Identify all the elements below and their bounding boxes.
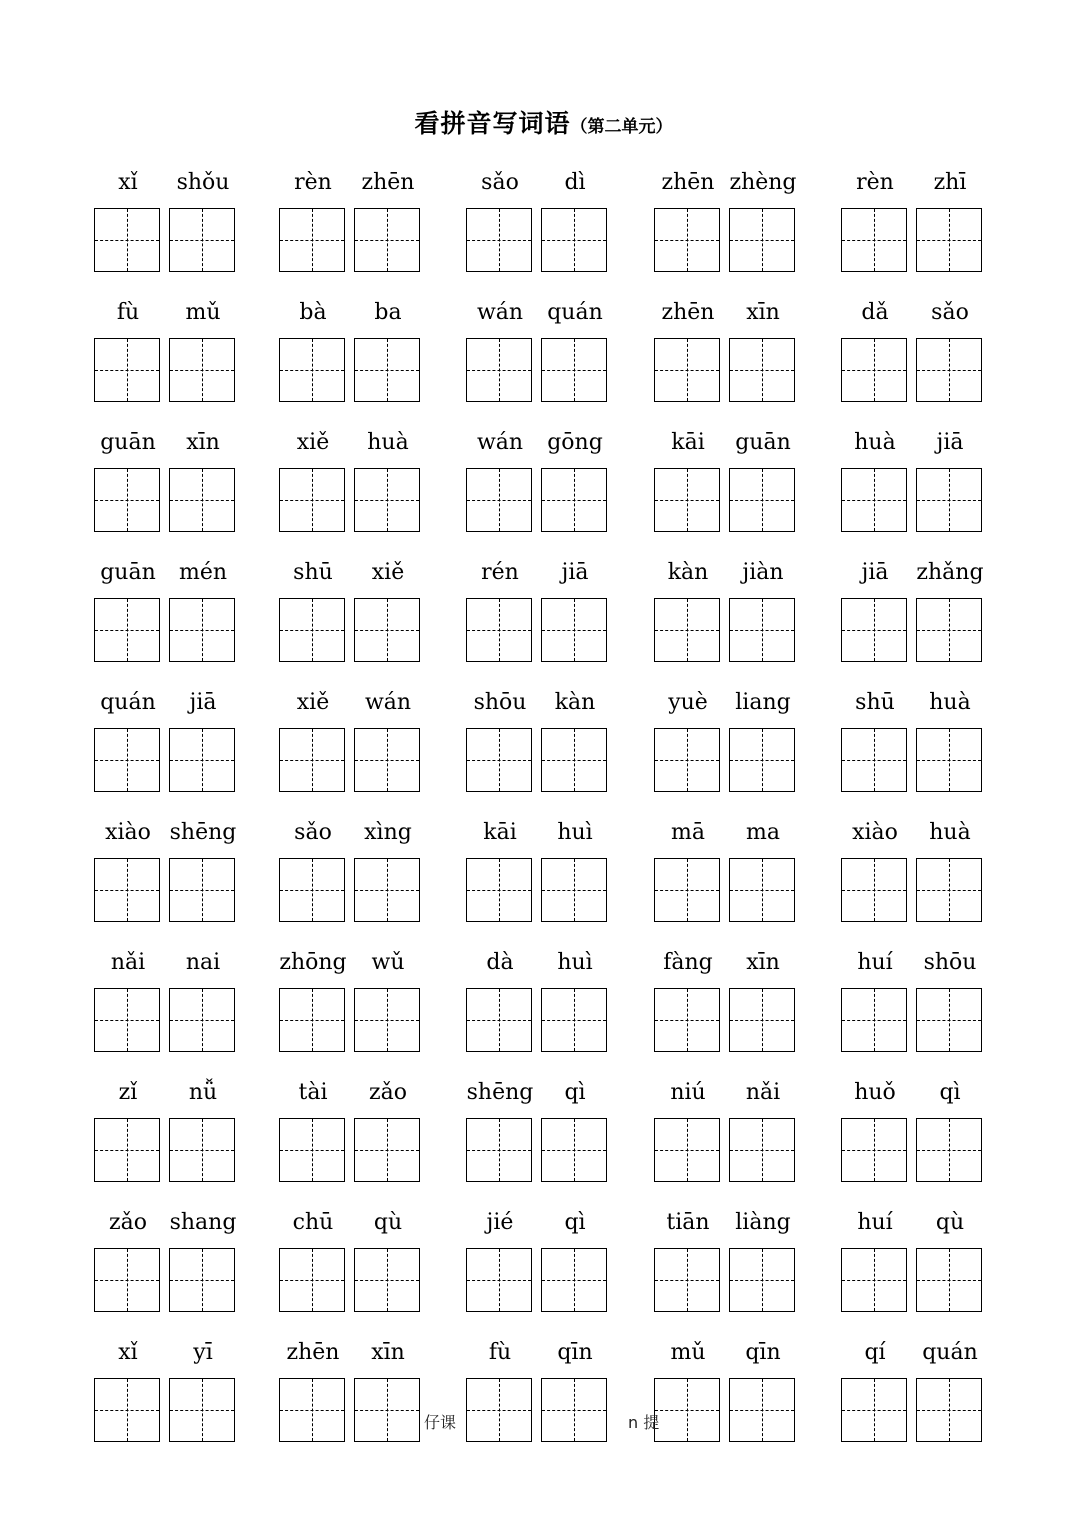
- writing-box[interactable]: [729, 468, 795, 532]
- writing-box[interactable]: [354, 598, 420, 662]
- pinyin-syllable: quán: [547, 300, 603, 325]
- writing-box[interactable]: [169, 858, 235, 922]
- writing-box[interactable]: [279, 338, 345, 402]
- pinyin-syllable: qì: [564, 1080, 586, 1105]
- pinyin-syllable: kāi: [483, 820, 517, 845]
- writing-box[interactable]: [841, 858, 907, 922]
- writing-box[interactable]: [729, 1248, 795, 1312]
- pinyin-syllable: kāi: [671, 430, 705, 455]
- writing-box[interactable]: [169, 1378, 235, 1442]
- writing-box[interactable]: [654, 1118, 720, 1182]
- pinyin-syllable: huì: [557, 820, 593, 845]
- pinyin-syllable: qù: [373, 1210, 403, 1235]
- writing-box[interactable]: [841, 728, 907, 792]
- writing-box[interactable]: [169, 988, 235, 1052]
- writing-box[interactable]: [354, 1118, 420, 1182]
- pinyin-syllable: huà: [929, 820, 971, 845]
- writing-box[interactable]: [729, 598, 795, 662]
- writing-box[interactable]: [541, 598, 607, 662]
- writing-box[interactable]: [94, 468, 160, 532]
- writing-box[interactable]: [916, 338, 982, 402]
- writing-box[interactable]: [94, 1118, 160, 1182]
- writing-box[interactable]: [279, 728, 345, 792]
- pinyin-syllable: shǒu: [176, 170, 230, 195]
- writing-box[interactable]: [354, 728, 420, 792]
- pinyin-syllable: nǚ: [188, 1080, 218, 1105]
- writing-box[interactable]: [94, 208, 160, 272]
- pinyin-syllable: liang: [735, 690, 791, 715]
- pinyin-syllable: huà: [854, 430, 896, 455]
- writing-box[interactable]: [354, 208, 420, 272]
- writing-box[interactable]: [466, 1378, 532, 1442]
- pinyin-syllable: wán: [476, 430, 524, 455]
- pinyin-syllable: rèn: [856, 170, 894, 195]
- pinyin-syllable: wǔ: [371, 950, 405, 975]
- writing-box[interactable]: [654, 598, 720, 662]
- writing-box[interactable]: [169, 468, 235, 532]
- writing-box[interactable]: [466, 988, 532, 1052]
- pinyin-syllable: guān: [735, 430, 791, 455]
- footer-watermark-right: n 提: [628, 1413, 660, 1432]
- writing-box[interactable]: [841, 598, 907, 662]
- pinyin-syllable: shōu: [923, 950, 977, 975]
- writing-box[interactable]: [279, 858, 345, 922]
- footer-watermark-left: 仔课: [424, 1413, 457, 1432]
- writing-box[interactable]: [654, 338, 720, 402]
- writing-box[interactable]: [169, 208, 235, 272]
- writing-box[interactable]: [654, 728, 720, 792]
- pinyin-syllable: ba: [374, 300, 402, 325]
- pinyin-syllable: zhēn: [361, 170, 415, 195]
- pinyin-syllable: zǐ: [118, 1080, 138, 1105]
- title-unit: （第二单元）: [570, 117, 673, 137]
- writing-box[interactable]: [94, 1248, 160, 1312]
- pinyin-syllable: xīn: [371, 1340, 405, 1365]
- pinyin-syllable: huì: [557, 950, 593, 975]
- writing-box[interactable]: [541, 728, 607, 792]
- pinyin-syllable: nǎi: [110, 950, 146, 975]
- writing-box[interactable]: [541, 1248, 607, 1312]
- pinyin-syllable: dǎ: [861, 300, 889, 325]
- pinyin-syllable: chū: [292, 1210, 334, 1235]
- pinyin-syllable: nai: [185, 950, 221, 975]
- pinyin-syllable: huà: [367, 430, 409, 455]
- writing-box[interactable]: [466, 858, 532, 922]
- writing-box[interactable]: [169, 598, 235, 662]
- writing-box[interactable]: [729, 1118, 795, 1182]
- writing-box[interactable]: [354, 468, 420, 532]
- pinyin-syllable: yī: [193, 1340, 213, 1365]
- pinyin-syllable: zǎo: [109, 1210, 147, 1235]
- pinyin-syllable: xǐ: [118, 170, 138, 195]
- writing-box[interactable]: [916, 1378, 982, 1442]
- pinyin-syllable: huí: [857, 1210, 893, 1235]
- writing-box[interactable]: [169, 1118, 235, 1182]
- writing-box[interactable]: [654, 1248, 720, 1312]
- writing-box[interactable]: [916, 728, 982, 792]
- pinyin-syllable: shēng: [169, 820, 237, 845]
- pinyin-syllable: xīn: [746, 950, 780, 975]
- pinyin-syllable: guān: [100, 430, 156, 455]
- writing-box[interactable]: [841, 1118, 907, 1182]
- writing-box[interactable]: [916, 468, 982, 532]
- writing-box[interactable]: [94, 858, 160, 922]
- pinyin-syllable: shang: [169, 1210, 237, 1235]
- writing-box[interactable]: [466, 468, 532, 532]
- pinyin-syllable: shōu: [473, 690, 527, 715]
- pinyin-syllable: quán: [100, 690, 156, 715]
- pinyin-syllable: tiān: [666, 1210, 710, 1235]
- pinyin-syllable: gōng: [547, 430, 603, 455]
- pinyin-syllable: qì: [564, 1210, 586, 1235]
- pinyin-syllable: rèn: [294, 170, 332, 195]
- pinyin-syllable: xīn: [746, 300, 780, 325]
- writing-box[interactable]: [279, 598, 345, 662]
- pinyin-syllable: zhōng: [279, 950, 347, 975]
- writing-box[interactable]: [466, 728, 532, 792]
- writing-box[interactable]: [541, 988, 607, 1052]
- pinyin-syllable: xiào: [105, 820, 151, 845]
- writing-box[interactable]: [654, 208, 720, 272]
- pinyin-syllable: huà: [929, 690, 971, 715]
- writing-box[interactable]: [541, 858, 607, 922]
- writing-box[interactable]: [916, 1248, 982, 1312]
- writing-box[interactable]: [841, 208, 907, 272]
- writing-box[interactable]: [916, 988, 982, 1052]
- pinyin-syllable: zhèng: [729, 170, 797, 195]
- writing-box[interactable]: [541, 208, 607, 272]
- pinyin-syllable: dì: [564, 170, 586, 195]
- pinyin-syllable: shēng: [466, 1080, 534, 1105]
- writing-box[interactable]: [279, 1118, 345, 1182]
- writing-box[interactable]: [354, 858, 420, 922]
- pinyin-syllable: jiā: [561, 560, 589, 585]
- writing-box[interactable]: [466, 598, 532, 662]
- pinyin-syllable: zhēn: [661, 170, 715, 195]
- pinyin-syllable: mā: [671, 820, 705, 845]
- pinyin-syllable: sǎo: [481, 170, 519, 195]
- pinyin-syllable: jiā: [861, 560, 889, 585]
- pinyin-syllable: liàng: [735, 1210, 791, 1235]
- writing-box[interactable]: [94, 1378, 160, 1442]
- writing-box[interactable]: [279, 468, 345, 532]
- writing-box[interactable]: [729, 338, 795, 402]
- pinyin-syllable: zǎo: [369, 1080, 407, 1105]
- writing-box[interactable]: [466, 1248, 532, 1312]
- pinyin-syllable: huí: [857, 950, 893, 975]
- pinyin-syllable: xiě: [296, 430, 330, 455]
- writing-box[interactable]: [541, 338, 607, 402]
- pinyin-syllable: qí: [864, 1340, 886, 1365]
- writing-box[interactable]: [279, 988, 345, 1052]
- pinyin-syllable: ma: [746, 820, 780, 845]
- pinyin-syllable: wán: [476, 300, 524, 325]
- writing-box[interactable]: [841, 468, 907, 532]
- writing-box[interactable]: [654, 988, 720, 1052]
- pinyin-syllable: fù: [116, 300, 140, 325]
- pinyin-syllable: xiě: [296, 690, 330, 715]
- pinyin-syllable: zhēn: [286, 1340, 340, 1365]
- pinyin-syllable: fù: [488, 1340, 512, 1365]
- writing-box[interactable]: [729, 858, 795, 922]
- pinyin-syllable: huǒ: [854, 1080, 896, 1105]
- writing-box[interactable]: [841, 338, 907, 402]
- pinyin-syllable: jiā: [189, 690, 217, 715]
- pinyin-syllable: jiā: [936, 430, 964, 455]
- pinyin-syllable: sǎo: [294, 820, 332, 845]
- writing-box[interactable]: [916, 858, 982, 922]
- writing-box[interactable]: [841, 988, 907, 1052]
- pinyin-syllable: wán: [364, 690, 412, 715]
- pinyin-syllable: fàng: [663, 950, 713, 975]
- writing-box[interactable]: [466, 208, 532, 272]
- pinyin-syllable: zhī: [933, 170, 967, 195]
- pinyin-syllable: zhǎng: [916, 560, 984, 585]
- pinyin-syllable: kàn: [667, 560, 709, 585]
- writing-box[interactable]: [841, 1378, 907, 1442]
- pinyin-syllable: quán: [922, 1340, 978, 1365]
- pinyin-syllable: qù: [935, 1210, 965, 1235]
- pinyin-syllable: xīn: [186, 430, 220, 455]
- writing-box[interactable]: [729, 208, 795, 272]
- pinyin-syllable: shū: [855, 690, 895, 715]
- writing-box[interactable]: [279, 1248, 345, 1312]
- writing-box[interactable]: [94, 988, 160, 1052]
- writing-box[interactable]: [916, 1118, 982, 1182]
- writing-box[interactable]: [354, 1378, 420, 1442]
- title-main: 看拼音写词语: [414, 109, 571, 138]
- writing-box[interactable]: [279, 208, 345, 272]
- writing-box[interactable]: [94, 728, 160, 792]
- pinyin-syllable: mén: [178, 560, 228, 585]
- writing-box[interactable]: [654, 858, 720, 922]
- pinyin-syllable: jié: [486, 1210, 514, 1235]
- pinyin-syllable: guān: [100, 560, 156, 585]
- pinyin-syllable: bà: [299, 300, 327, 325]
- pinyin-syllable: kàn: [554, 690, 596, 715]
- writing-box[interactable]: [729, 1378, 795, 1442]
- pinyin-syllable: mǔ: [185, 300, 221, 325]
- pinyin-syllable: mǔ: [670, 1340, 706, 1365]
- writing-box[interactable]: [169, 728, 235, 792]
- writing-box[interactable]: [279, 1378, 345, 1442]
- writing-box[interactable]: [354, 1248, 420, 1312]
- pinyin-syllable: zhēn: [661, 300, 715, 325]
- pinyin-syllable: yuè: [668, 690, 708, 715]
- writing-box[interactable]: [729, 728, 795, 792]
- pinyin-syllable: dà: [486, 950, 514, 975]
- writing-box[interactable]: [916, 208, 982, 272]
- pinyin-syllable: rén: [481, 560, 519, 585]
- writing-box[interactable]: [541, 1118, 607, 1182]
- writing-box[interactable]: [169, 338, 235, 402]
- pinyin-syllable: nǎi: [745, 1080, 781, 1105]
- pinyin-syllable: xiě: [371, 560, 405, 585]
- writing-box[interactable]: [94, 338, 160, 402]
- writing-box[interactable]: [841, 1248, 907, 1312]
- writing-box[interactable]: [94, 598, 160, 662]
- writing-box[interactable]: [466, 1118, 532, 1182]
- pinyin-syllable: xiào: [852, 820, 898, 845]
- writing-box[interactable]: [916, 598, 982, 662]
- writing-box[interactable]: [654, 468, 720, 532]
- writing-box[interactable]: [654, 1378, 720, 1442]
- writing-box[interactable]: [354, 988, 420, 1052]
- writing-box[interactable]: [729, 988, 795, 1052]
- writing-box[interactable]: [169, 1248, 235, 1312]
- pinyin-syllable: sǎo: [931, 300, 969, 325]
- writing-box[interactable]: [354, 338, 420, 402]
- pinyin-syllable: tài: [298, 1080, 328, 1105]
- pinyin-syllable: niú: [670, 1080, 706, 1105]
- pinyin-syllable: qì: [939, 1080, 961, 1105]
- writing-box[interactable]: [541, 1378, 607, 1442]
- pinyin-syllable: jiàn: [742, 560, 784, 585]
- pinyin-syllable: xǐ: [118, 1340, 138, 1365]
- pinyin-syllable: qīn: [745, 1340, 781, 1365]
- pinyin-syllable: qīn: [557, 1340, 593, 1365]
- pinyin-syllable: xìng: [364, 820, 412, 845]
- pinyin-syllable: shū: [293, 560, 333, 585]
- writing-box[interactable]: [541, 468, 607, 532]
- writing-box[interactable]: [466, 338, 532, 402]
